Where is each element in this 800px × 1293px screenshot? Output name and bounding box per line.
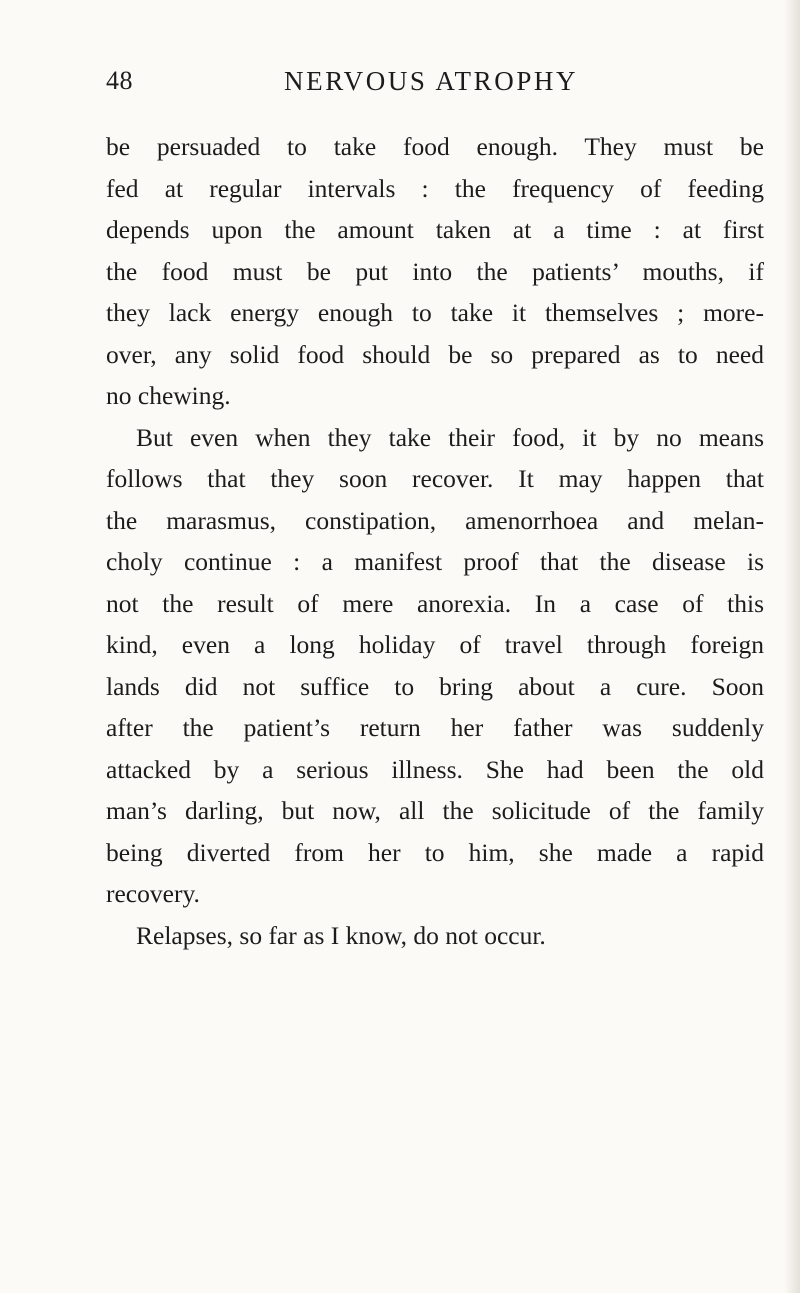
text-line: not the result of mere anorexia. In a case of this [106, 588, 764, 618]
paragraph-start-line: But even when they take their food, it by no means [136, 422, 764, 452]
text-line: choly continue : a manifest proof that the disease is [106, 547, 764, 576]
text-line: recovery. [106, 879, 200, 908]
text-line: no chewing. [106, 381, 231, 410]
running-head [106, 66, 766, 106]
text-line: the food must be put into the patients’ mouths, if [106, 256, 764, 286]
text-line: follows that they soon recover. It may happen that [106, 464, 764, 493]
text-line: after the patient’s return her father was suddenly [106, 713, 764, 742]
text-line: depends upon the amount taken at a time : at first [106, 215, 764, 244]
text-line: they lack energy enough to take it themselves ; more- [106, 298, 764, 327]
paragraph-start-line: Relapses, so far as I know, do not occur. [136, 920, 546, 950]
text-line: be persuaded to take food enough. They must be [106, 132, 764, 161]
text-line: the marasmus, constipation, amenorrhoea and melan- [106, 505, 764, 535]
text-line: kind, even a long holiday of travel through foreign [106, 630, 764, 659]
scan-edge-shadow [784, 0, 800, 1293]
page-number: 48 [106, 66, 133, 95]
text-line: lands did not suffice to bring about a cure. Soon [106, 671, 764, 701]
text-line: attacked by a serious illness. She had been the old [106, 754, 764, 784]
text-line: man’s darling, but now, all the solicitude of the family [106, 796, 764, 825]
text-line: fed at regular intervals : the frequency of feeding [106, 173, 764, 203]
text-line: over, any solid food should be so prepared as to need [106, 339, 764, 369]
body-text [106, 126, 764, 956]
running-title: NERVOUS ATROPHY [284, 66, 579, 96]
text-line: being diverted from her to him, she made a rapid [106, 837, 764, 867]
